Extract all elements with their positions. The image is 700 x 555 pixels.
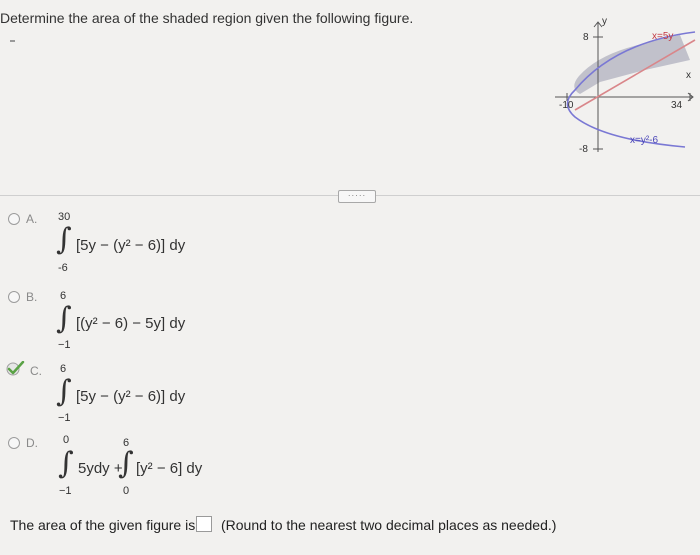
prompt-dash <box>10 40 15 42</box>
parabola-label: x=y²-6 <box>630 135 659 146</box>
tick-x-left: -10 <box>559 100 574 111</box>
option-b-radio[interactable] <box>8 291 20 303</box>
shaded-region <box>574 35 690 94</box>
option-a[interactable] <box>8 213 20 225</box>
option-c-upper-limit: 6 <box>60 363 67 375</box>
option-c-integrand: [5y − (y² − 6)] dy <box>76 388 186 405</box>
option-b-integrand: [(y² − 6) − 5y] dy <box>76 315 186 332</box>
question-text: Determine the area of the shaded region given the following figure. <box>0 10 414 26</box>
integral-sign-icon: ∫ <box>56 374 72 409</box>
option-c[interactable] <box>8 362 22 376</box>
x-axis-label: x <box>686 70 691 81</box>
option-d-upper-limit-2: 6 <box>123 437 130 449</box>
answer-input[interactable] <box>196 516 212 532</box>
option-c-letter: C. <box>30 364 42 378</box>
option-d-integrand-2: [y² − 6] dy <box>136 460 203 477</box>
option-a-letter: A. <box>26 212 38 226</box>
answer-hint: (Round to the nearest two decimal places as needed.) <box>221 517 557 533</box>
option-a-radio[interactable] <box>8 213 20 225</box>
option-a-lower-limit: -6 <box>58 262 68 274</box>
line-label: x=5y <box>652 31 674 42</box>
option-d-radio[interactable] <box>8 437 20 449</box>
integral-sign-icon: ∫ <box>58 446 74 481</box>
option-b-letter: B. <box>26 290 38 304</box>
tick-y-bottom: -8 <box>579 144 588 155</box>
option-a-upper-limit: 30 <box>58 211 71 223</box>
option-d-letter: D. <box>26 436 38 450</box>
option-d[interactable] <box>8 437 20 449</box>
more-button[interactable]: ····· <box>338 190 376 203</box>
option-c-lower-limit: −1 <box>58 412 71 424</box>
y-axis-label: y <box>602 16 607 27</box>
option-d-integrand-1: 5ydy + <box>78 460 123 477</box>
integral-sign-icon: ∫ <box>118 446 134 481</box>
graph-figure <box>555 12 700 162</box>
integral-sign-icon: ∫ <box>56 301 72 336</box>
answer-prompt: The area of the given figure is <box>10 517 196 533</box>
option-d-lower-limit-2: 0 <box>123 485 130 497</box>
integral-sign-icon: ∫ <box>56 222 72 257</box>
option-b[interactable] <box>8 291 20 303</box>
option-b-lower-limit: −1 <box>58 339 71 351</box>
option-d-lower-limit-1: −1 <box>59 485 72 497</box>
option-d-upper-limit-1: 0 <box>63 434 70 446</box>
option-a-integrand: [5y − (y² − 6)] dy <box>76 237 186 254</box>
option-b-upper-limit: 6 <box>60 290 67 302</box>
tick-y-top: 8 <box>583 32 589 43</box>
tick-x-right: 34 <box>671 100 683 111</box>
